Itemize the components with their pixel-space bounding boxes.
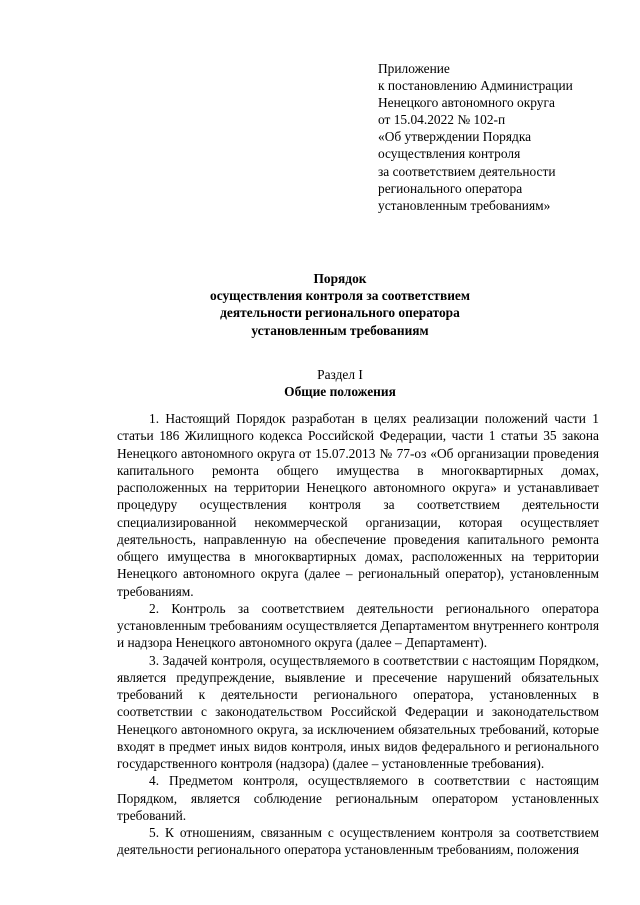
document-title bbox=[100, 270, 580, 339]
appendix-line: к постановлению Администрации bbox=[378, 78, 573, 94]
paragraph: 3. Задачей контроля, осуществляемого в соответствии с настоящим Порядком, является предупреждение, выявление и пресечение нарушений обязательных требований к деятельности регионального оператора, установленных в соответствии с законодательством Российской Федерации и законодательством Ненецкого автономного округа, за исключением обязательных требований, которые входят в предмет иных видов контроля, иных видов федерального и регионального государственного контроля (надзора) (далее – установленные требования). bbox=[117, 652, 599, 771]
paragraph: 2. Контроль за соответствием деятельности регионального оператора установленным требованиям осуществляется Департаментом внутреннего контроля и надзора Ненецкого автономного округа (далее – Департамент). bbox=[117, 600, 599, 651]
appendix-header bbox=[378, 60, 628, 214]
appendix-line: осуществления контроля bbox=[378, 146, 521, 162]
appendix-line: от 15.04.2022 № 102-п bbox=[378, 112, 506, 128]
title-line: осуществления контроля за соответствием bbox=[210, 288, 470, 304]
section-title: Общие положения bbox=[284, 384, 396, 399]
paragraph: 5. К отношениям, связанным с осуществлением контроля за соответствием деятельности регионального оператора установленным требованиям, положения bbox=[117, 825, 599, 858]
paragraph: 4. Предметом контроля, осуществляемого в соответствии с настоящим Порядком, является соблюдение региональным оператором установленных требований. bbox=[117, 773, 599, 823]
appendix-line: Ненецкого автономного округа bbox=[378, 95, 555, 111]
appendix-line: установленным требованиям» bbox=[378, 197, 551, 213]
title-line: установленным требованиям bbox=[251, 322, 429, 338]
appendix-line: за соответствием деятельности bbox=[378, 163, 556, 179]
appendix-line: регионального оператора bbox=[378, 180, 523, 196]
document-body bbox=[117, 410, 599, 859]
paragraph: 1. Настоящий Порядок разработан в целях реализации положений части 1 статьи 186 Жилищного кодекса Российской Федерации, части 1 статьи 35 закона Ненецкого автономного округа от 15.07.2013 № 77-оз «Об организации проведения капитального ремонта общего имущества в многоквартирных домах, расположенных на территории Ненецкого автономного округа» и устанавливает процедуру осуществления контроля за соответствием деятельности специализированной некоммерческой организации, которая осуществляет деятельность, направленную на обеспечение проведения капитального ремонта общего имущества в многоквартирных домах, расположенных на территории Ненецкого автономного округа (далее – региональный оператор), установленным требованиям. bbox=[117, 411, 599, 599]
appendix-line: Приложение bbox=[378, 61, 450, 76]
appendix-line: «Об утверждении Порядка bbox=[378, 129, 532, 145]
section-number: Раздел I bbox=[317, 367, 363, 382]
title-line: Порядок bbox=[313, 271, 367, 286]
title-line: деятельности регионального оператора bbox=[220, 305, 460, 321]
